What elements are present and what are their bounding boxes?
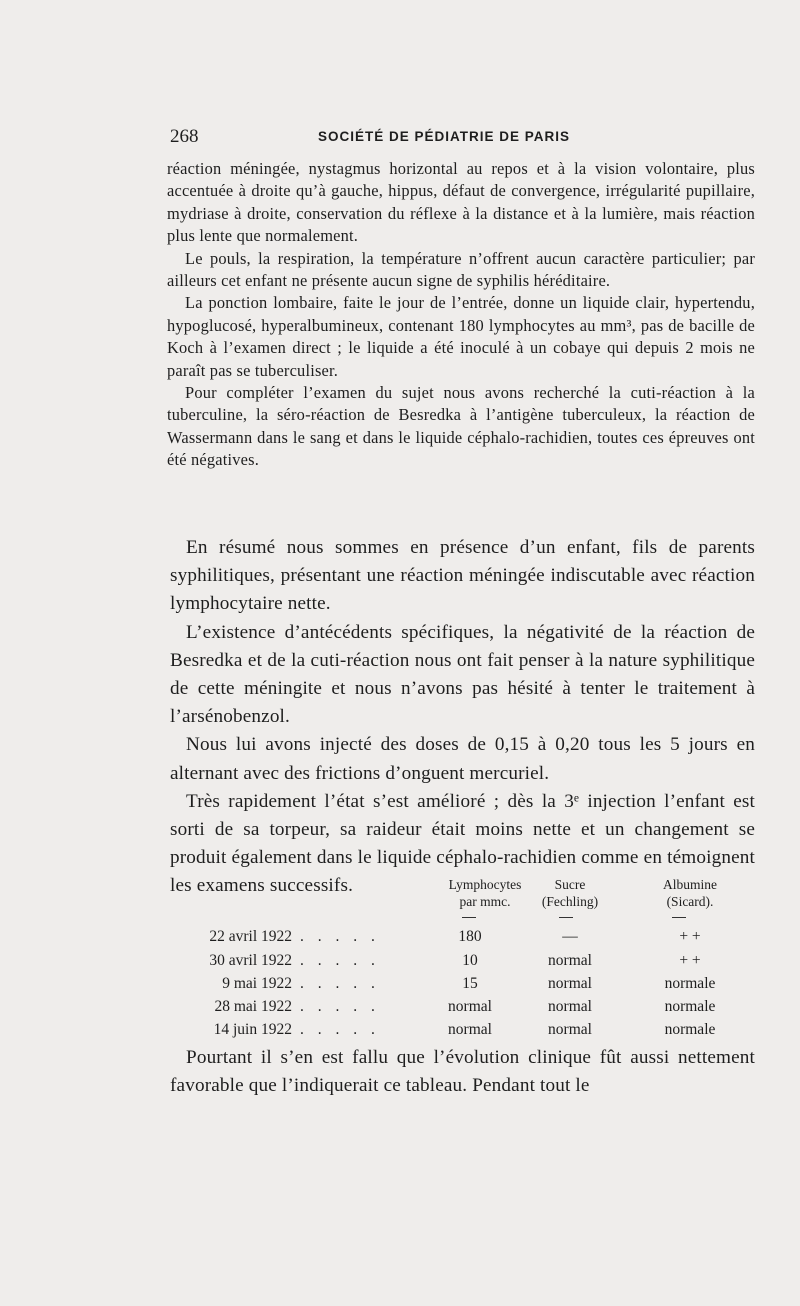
header-rule: [462, 917, 476, 918]
albumine-cell: + +: [679, 928, 701, 945]
running-head: [170, 126, 755, 150]
summary-text: [170, 534, 755, 901]
leader-dots: . . . . .: [300, 975, 380, 992]
sucre-cell: normal: [548, 952, 592, 969]
albumine-cell: + +: [679, 952, 701, 969]
date-cell: 9 mai 1922: [222, 975, 292, 992]
albumine-cell: normale: [664, 1021, 716, 1038]
paragraph-neuro-signs: réaction méningée, nystagmus horizontal au repos et à la vision volontaire, plus accentuée à droite qu’à gauche, hippus, défaut de convergence, irrégularité pupillaire, mydriase à droite, conservation du réflexe à la distance et à la lumière, mais réaction plus lente que normalement.: [167, 159, 755, 246]
paragraph-vitals: Le pouls, la respiration, la température n’offrent aucun caractère particulier; par ailleurs cet enfant ne présente aucun signe de syphilis héréditaire.: [167, 248, 755, 291]
table-row: [170, 952, 755, 972]
paragraph-dosage: Nous lui avons injecté des doses de 0,15 à 0,20 tous les 5 jours en alternant avec des frictions d’onguent mercuriel.: [170, 734, 755, 784]
case-details-small-print: [167, 158, 755, 472]
leader-dots: . . . . .: [300, 928, 380, 945]
date-cell: 22 avril 1922: [209, 928, 292, 945]
lymphocytes-cell: normal: [448, 1021, 492, 1038]
leader-dots: . . . . .: [300, 952, 380, 969]
leader-dots: . . . . .: [300, 1021, 380, 1038]
paragraph-serology: Pour compléter l’examen du sujet nous avons recherché la cuti-réaction à la tuberculine, la séro-réaction de Besredka à l’antigène tuberculeux, la réaction de Wassermann dans le sang et dans le liquide céphalo-rachidien, toutes ces épreuves ont été négatives.: [167, 383, 755, 470]
date-cell: 30 avril 1922: [209, 952, 292, 969]
table-row: [170, 928, 755, 948]
lymphocytes-cell: 180: [458, 928, 482, 945]
sucre-cell: normal: [548, 998, 592, 1015]
paragraph-antecedents: L’existence d’antécédents spécifiques, la négativité de la réaction de Besredka et de la cuti-réaction nous ont fait penser à la nature syphilitique de cette méningite et nous n’avons pas hésité à tenter le traitement à l’arsénobenzol.: [170, 621, 755, 728]
lymphocytes-cell: 10: [462, 952, 478, 969]
lymphocytes-cell: normal: [448, 998, 492, 1015]
sucre-cell: —: [562, 928, 578, 945]
albumine-cell: normale: [664, 998, 716, 1015]
journal-title: SOCIÉTÉ DE PÉDIATRIE DE PARIS: [318, 129, 571, 144]
table-row: [170, 975, 755, 995]
paragraph-lumbar-puncture: La ponction lombaire, faite le jour de l’entrée, donne un liquide clair, hypertendu, hypoglucosé, hyperalbumineux, contenant 180 lymphocytes au mm³, pas de bacille de Koch à l’examen direct ; le liquide a été inoculé à un cobaye qui depuis 2 mois ne paraît pas se tuberculiser.: [167, 293, 755, 380]
paragraph-improvement: Très rapidement l’état s’est amélioré ; dès la 3ᵉ injection l’enfant est sorti de sa torpeur, sa raideur était moins nette et un changement se produit également dans le liquide céphalo-rachidien comme en témoignent les examens successifs.: [170, 790, 755, 897]
date-cell: 28 mai 1922: [214, 998, 292, 1015]
leader-dots: . . . . .: [300, 998, 380, 1015]
header-rule: [559, 917, 573, 918]
paragraph-closing: Pourtant il s’en est fallu que l’évolution clinique fût aussi nettement favorable que l’indiquerait ce tableau. Pendant tout le: [170, 1047, 755, 1097]
column-header-lymphocytes: Lymphocytes par mmc.: [448, 877, 522, 909]
sucre-cell: normal: [548, 975, 592, 992]
paragraph-summary: En résumé nous sommes en présence d’un enfant, fils de parents syphilitiques, présentant une réaction méningée indiscutable avec réaction lymphocytaire nette.: [170, 537, 755, 615]
page-number: 268: [170, 126, 199, 147]
header-rule: [672, 917, 686, 918]
albumine-cell: normale: [664, 975, 716, 992]
lymphocytes-cell: 15: [462, 975, 478, 992]
table-row: [170, 998, 755, 1018]
column-header-albumine: Albumine (Sicard).: [663, 877, 717, 909]
date-cell: 14 juin 1922: [213, 1021, 292, 1038]
sucre-cell: normal: [548, 1021, 592, 1038]
csf-results-table: [170, 876, 755, 1036]
table-row: [170, 1021, 755, 1041]
closing-text: [170, 1044, 755, 1100]
column-header-sucre: Sucre (Fechling): [541, 877, 599, 909]
